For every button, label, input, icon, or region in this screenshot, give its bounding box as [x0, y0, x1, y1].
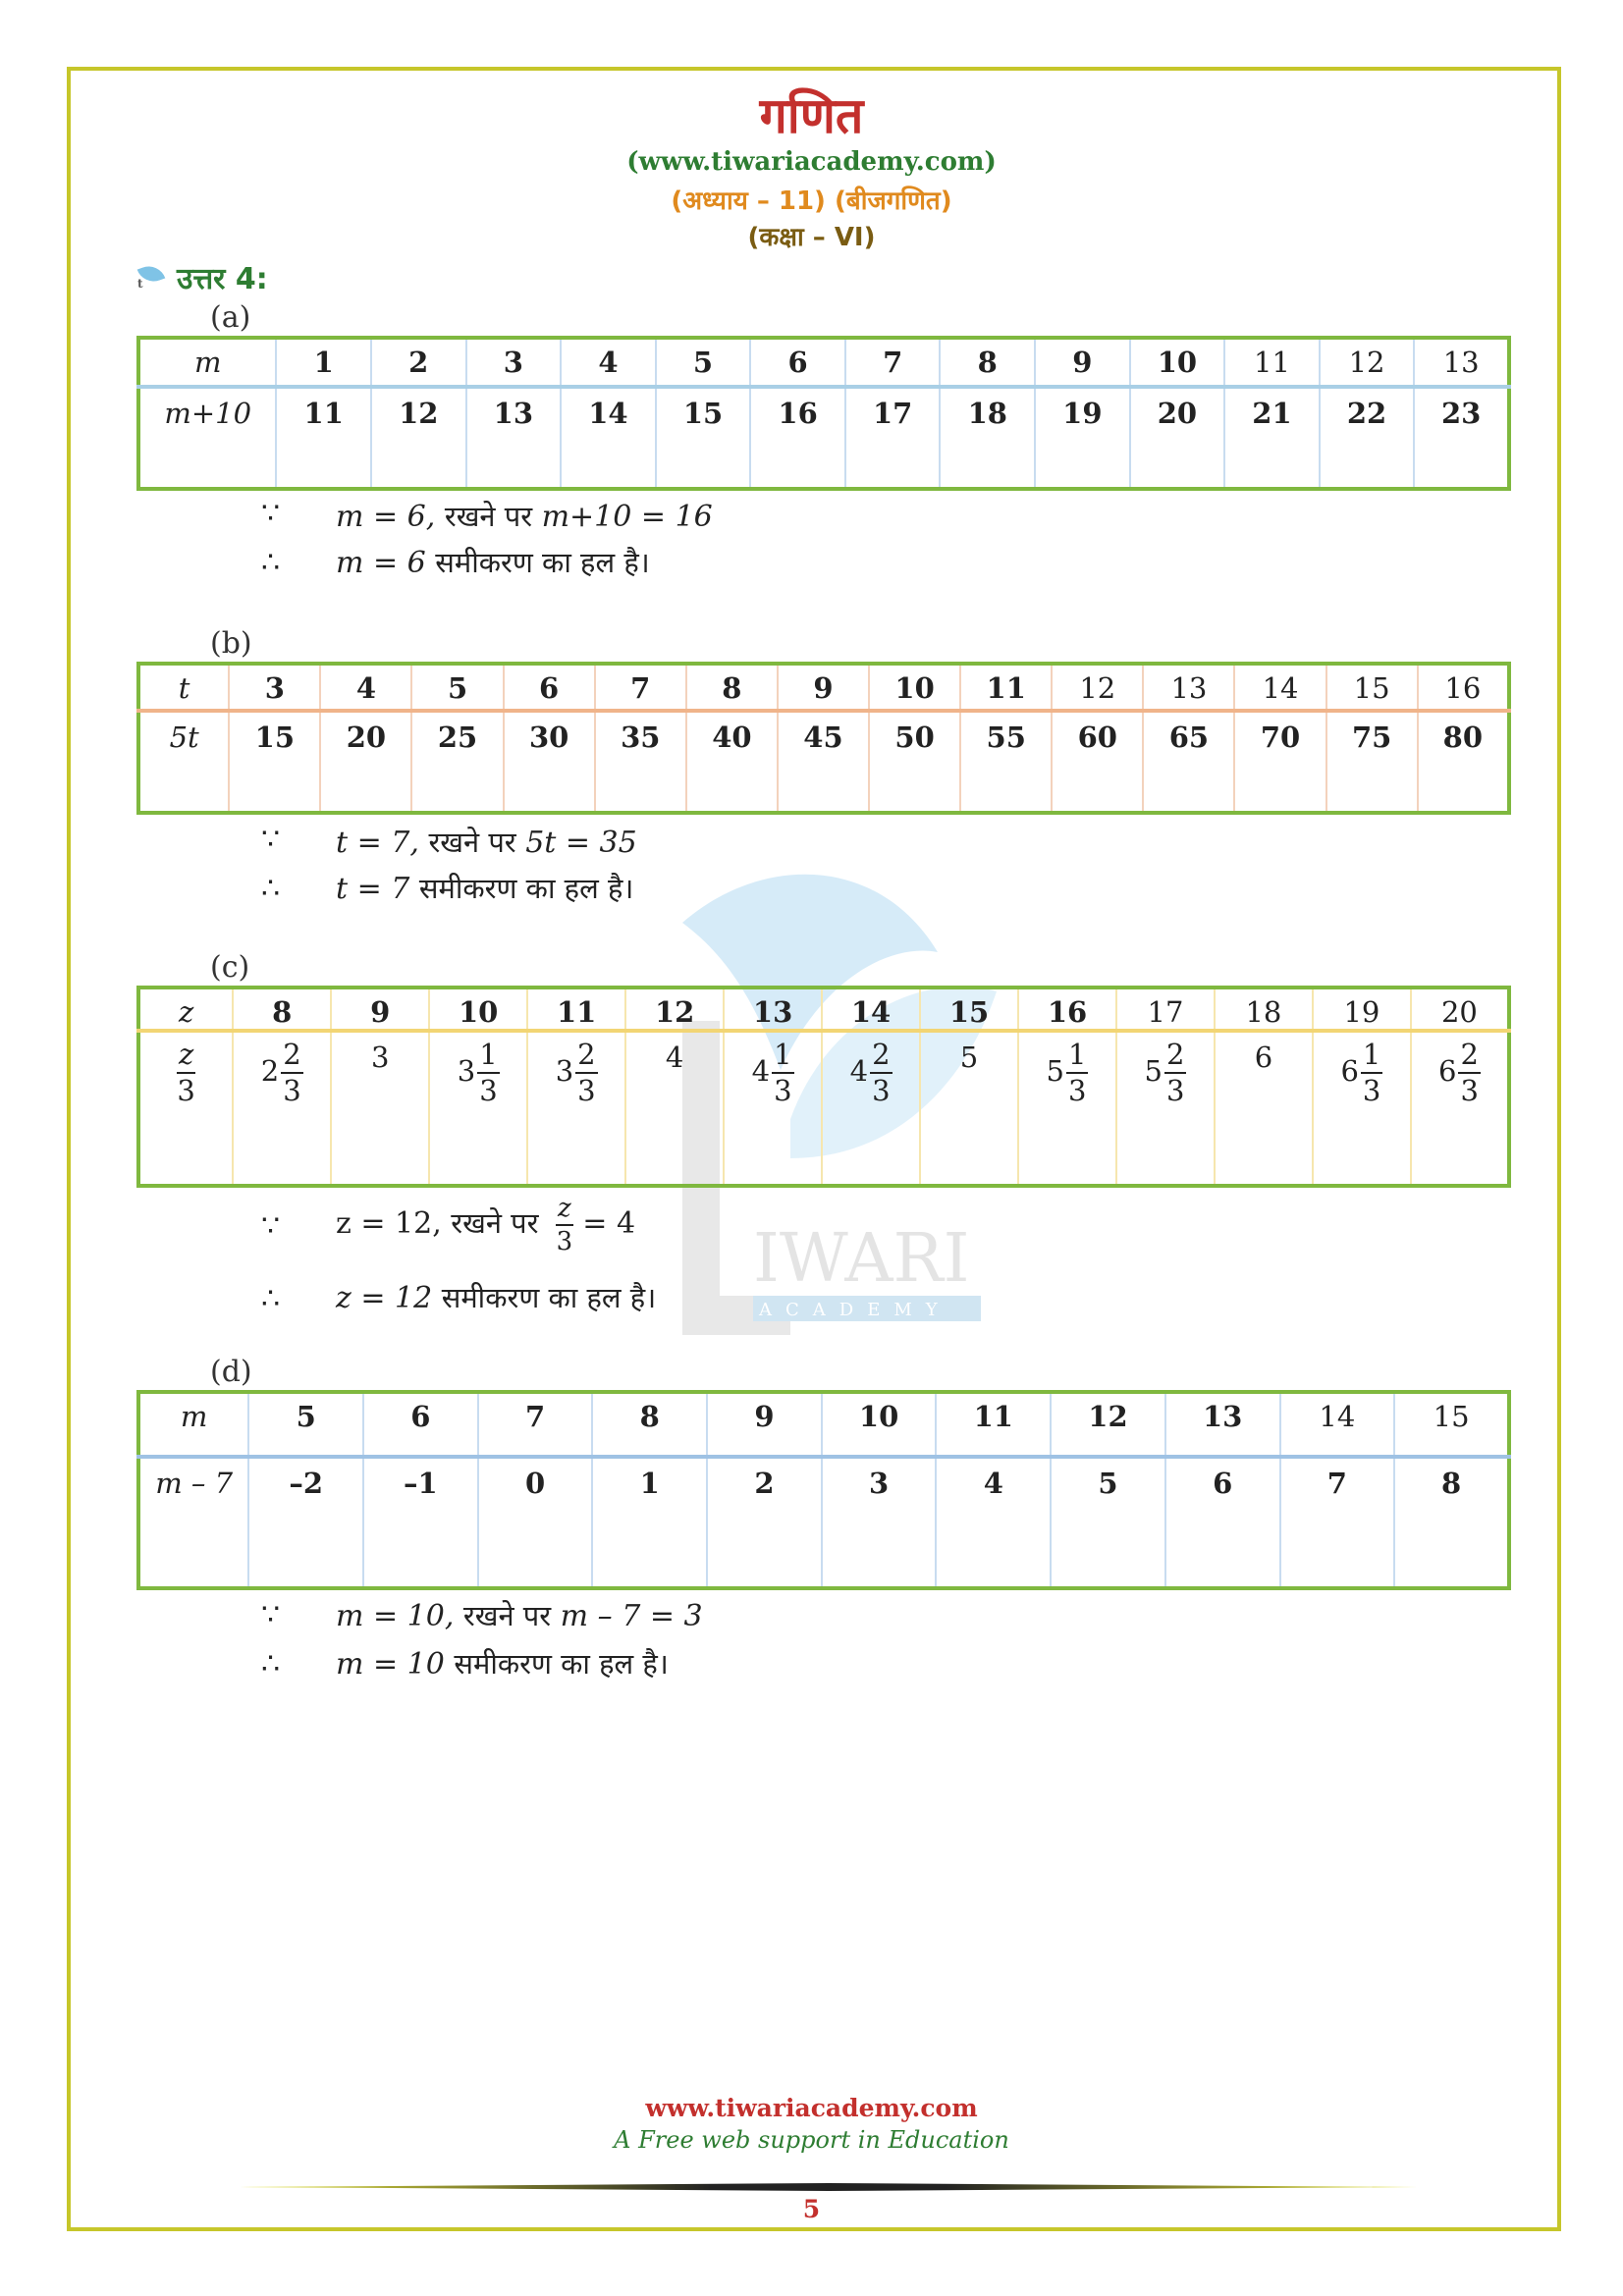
- part-c-line2: z = 12 समीकरण का हल है।: [336, 1281, 657, 1315]
- table-c: [136, 986, 1511, 1188]
- table-cell: 15: [656, 387, 751, 489]
- header-chapter: (अध्याय – 11) (बीजगणित): [671, 187, 952, 216]
- table-cell: 35: [595, 711, 686, 813]
- table-cell: 9: [331, 988, 429, 1031]
- part-d-label: (d): [210, 1355, 252, 1389]
- table-cell: 5: [920, 1031, 1018, 1186]
- because-symbol: ∵: [261, 823, 281, 857]
- table-cell: 5: [1051, 1457, 1165, 1588]
- footer-url[interactable]: www.tiwariacademy.com: [645, 2094, 978, 2122]
- table-cell: 4 $\frac{2}{3}$: [822, 1031, 920, 1186]
- table-cell: 19: [1035, 387, 1130, 489]
- table-cell: 16: [750, 387, 845, 489]
- table-cell: 60: [1052, 711, 1143, 813]
- table-cell: 14: [1280, 1392, 1395, 1457]
- table-cell: 3 $\frac{1}{3}$: [429, 1031, 527, 1186]
- table-cell: –1: [363, 1457, 478, 1588]
- table-cell: 4: [320, 664, 411, 711]
- table-cell: 13: [466, 387, 562, 489]
- table-cell: 18: [940, 387, 1035, 489]
- table-cell: 70: [1234, 711, 1325, 813]
- table-cell: 14: [561, 387, 656, 489]
- svg-text:IWARI: IWARI: [753, 1220, 970, 1298]
- table-cell: 75: [1326, 711, 1418, 813]
- table-cell: 15: [1326, 664, 1418, 711]
- table-cell: 12: [1051, 1392, 1165, 1457]
- table-cell: 8: [1394, 1457, 1509, 1588]
- therefore-symbol: ∴: [261, 1282, 281, 1316]
- table-cell: 2: [707, 1457, 822, 1588]
- part-d-line2: m = 10 समीकरण का हल है।: [336, 1647, 669, 1682]
- table-cell: 4: [625, 1031, 724, 1186]
- table-cell: 5: [411, 664, 503, 711]
- table-cell: 3: [466, 338, 562, 387]
- part-d-line1: m = 10, रखने पर m – 7 = 3: [336, 1599, 703, 1633]
- table-cell: 11: [936, 1392, 1051, 1457]
- table-cell: 25: [411, 711, 503, 813]
- table-cell: 4: [561, 338, 656, 387]
- fraction: $\frac{1}{3}$: [479, 1038, 498, 1107]
- fraction: $\frac{z}{3}$: [177, 1038, 195, 1107]
- table-cell: 17: [845, 387, 941, 489]
- row-label: t: [178, 671, 190, 705]
- row-label: m+10: [138, 387, 276, 489]
- part-a-label: (a): [210, 300, 251, 335]
- table-cell: 8: [940, 338, 1035, 387]
- table-cell: 7: [1280, 1457, 1395, 1588]
- table-cell: 5 $\frac{2}{3}$: [1116, 1031, 1215, 1186]
- table-cell: 6: [363, 1392, 478, 1457]
- fraction: $\frac{2}{3}$: [283, 1038, 301, 1107]
- table-cell: 13: [1165, 1392, 1280, 1457]
- page-number: 5: [802, 2195, 821, 2223]
- header-website: (www.tiwariacademy.com): [626, 147, 997, 177]
- table-cell: 20: [320, 711, 411, 813]
- table-cell: 1: [592, 1457, 707, 1588]
- tiwari-leaf-icon: [135, 263, 169, 293]
- table-row: [138, 387, 1509, 489]
- answer-heading: [135, 257, 268, 297]
- table-cell: 1: [276, 338, 371, 387]
- table-cell: 45: [778, 711, 869, 813]
- part-b-line2: t = 7 समीकरण का हल है।: [336, 872, 634, 906]
- table-cell: 8: [233, 988, 331, 1031]
- table-row: [138, 664, 1509, 711]
- table-cell: 8: [592, 1392, 707, 1457]
- table-d: [136, 1390, 1511, 1590]
- table-cell: 3: [229, 664, 320, 711]
- fraction: $\frac{2}{3}$: [1460, 1038, 1479, 1107]
- because-symbol: ∵: [261, 497, 281, 531]
- page-title: गणित: [759, 87, 864, 144]
- table-cell: 13: [1143, 664, 1234, 711]
- table-cell: 18: [1215, 988, 1313, 1031]
- table-a: [136, 336, 1511, 491]
- table-cell: 11: [960, 664, 1052, 711]
- table-cell: 19: [1313, 988, 1411, 1031]
- table-cell: 11: [1224, 338, 1320, 387]
- fraction: $\frac{1}{3}$: [774, 1038, 792, 1107]
- table-cell: 14: [822, 988, 920, 1031]
- table-cell: 65: [1143, 711, 1234, 813]
- part-a-line2: m = 6 समीकरण का हल है।: [336, 546, 650, 580]
- table-cell: 9: [778, 664, 869, 711]
- row-label: [138, 1031, 233, 1186]
- table-row: [138, 1392, 1509, 1457]
- table-cell: 3 $\frac{2}{3}$: [527, 1031, 625, 1186]
- table-cell: 8: [686, 664, 778, 711]
- fraction: $\frac{2}{3}$: [1165, 1038, 1185, 1107]
- svg-text:ACADEMY: ACADEMY: [759, 1300, 951, 1320]
- table-cell: 7: [845, 338, 941, 387]
- table-cell: 12: [1320, 338, 1415, 387]
- table-cell: 15: [229, 711, 320, 813]
- table-cell: 12: [1052, 664, 1143, 711]
- fraction: $\frac{2}{3}$: [577, 1038, 596, 1107]
- table-cell: 6 $\frac{2}{3}$: [1411, 1031, 1509, 1186]
- row-label: z: [178, 995, 194, 1029]
- table-cell: 21: [1224, 387, 1320, 489]
- table-b: [136, 662, 1511, 815]
- table-cell: 5: [656, 338, 751, 387]
- row-label: 5t: [138, 711, 229, 813]
- fraction: $\frac{1}{3}$: [1362, 1038, 1381, 1107]
- part-a-line1: m = 6, रखने पर m+10 = 16: [336, 500, 713, 534]
- table-cell: 6: [1165, 1457, 1280, 1588]
- table-cell: 0: [478, 1457, 593, 1588]
- table-row: [138, 338, 1509, 387]
- table-cell: 12: [625, 988, 724, 1031]
- table-cell: 2: [371, 338, 466, 387]
- table-cell: 13: [1414, 338, 1509, 387]
- because-symbol: ∵: [261, 1598, 281, 1632]
- table-cell: 20: [1130, 387, 1225, 489]
- table-cell: 4 $\frac{1}{3}$: [724, 1031, 822, 1186]
- table-cell: 30: [504, 711, 595, 813]
- part-b-line1: t = 7, रखने पर 5t = 35: [336, 826, 637, 860]
- table-cell: 3: [331, 1031, 429, 1186]
- table-cell: 16: [1018, 988, 1116, 1031]
- table-cell: 6: [1215, 1031, 1313, 1186]
- fraction: $\frac{1}{3}$: [1068, 1038, 1087, 1107]
- table-cell: 22: [1320, 387, 1415, 489]
- table-cell: 9: [707, 1392, 822, 1457]
- table-cell: 55: [960, 711, 1052, 813]
- row-label: m – 7: [138, 1457, 248, 1588]
- table-cell: 40: [686, 711, 778, 813]
- table-cell: 20: [1411, 988, 1509, 1031]
- table-cell: 2 $\frac{2}{3}$: [233, 1031, 331, 1186]
- therefore-symbol: ∴: [261, 546, 281, 580]
- row-label: m: [180, 1400, 208, 1433]
- table-cell: 10: [869, 664, 960, 711]
- part-c-line1: z = 12, रखने पर $\frac{z}{3}$ = 4: [336, 1194, 636, 1256]
- table-cell: 13: [724, 988, 822, 1031]
- row-label: m: [193, 346, 222, 379]
- table-row: [138, 711, 1509, 813]
- because-symbol: ∵: [261, 1209, 281, 1244]
- table-cell: 17: [1116, 988, 1215, 1031]
- table-cell: 15: [1394, 1392, 1509, 1457]
- table-cell: 6: [750, 338, 845, 387]
- table-cell: 11: [276, 387, 371, 489]
- table-cell: 9: [1035, 338, 1130, 387]
- table-cell: 4: [936, 1457, 1051, 1588]
- table-cell: 5 $\frac{1}{3}$: [1018, 1031, 1116, 1186]
- table-cell: 10: [1130, 338, 1225, 387]
- fraction: $\frac{2}{3}$: [872, 1038, 891, 1107]
- fraction: $\frac{z}{3}$: [556, 1194, 573, 1256]
- table-cell: 12: [371, 387, 466, 489]
- table-cell: 10: [429, 988, 527, 1031]
- table-cell: 7: [478, 1392, 593, 1457]
- part-b-label: (b): [210, 626, 252, 661]
- table-cell: 11: [527, 988, 625, 1031]
- therefore-symbol: ∴: [261, 872, 281, 906]
- table-cell: 50: [869, 711, 960, 813]
- table-cell: 10: [822, 1392, 937, 1457]
- table-cell: 6: [504, 664, 595, 711]
- table-row: [138, 1031, 1509, 1186]
- table-cell: 14: [1234, 664, 1325, 711]
- answer-heading-text: उत्तर 4:: [177, 262, 268, 296]
- table-cell: 16: [1418, 664, 1509, 711]
- table-cell: 15: [920, 988, 1018, 1031]
- table-cell: 7: [595, 664, 686, 711]
- therefore-symbol: ∴: [261, 1647, 281, 1682]
- table-cell: 23: [1414, 387, 1509, 489]
- table-cell: –2: [248, 1457, 363, 1588]
- table-row: [138, 988, 1509, 1031]
- header-class: (कक्षा – VI): [747, 223, 876, 252]
- table-cell: 3: [822, 1457, 937, 1588]
- table-cell: 6 $\frac{1}{3}$: [1313, 1031, 1411, 1186]
- table-row: [138, 1457, 1509, 1588]
- table-cell: 5: [248, 1392, 363, 1457]
- footer-tagline: A Free web support in Education: [614, 2126, 1009, 2154]
- part-c-label: (c): [210, 950, 250, 985]
- table-cell: 80: [1418, 711, 1509, 813]
